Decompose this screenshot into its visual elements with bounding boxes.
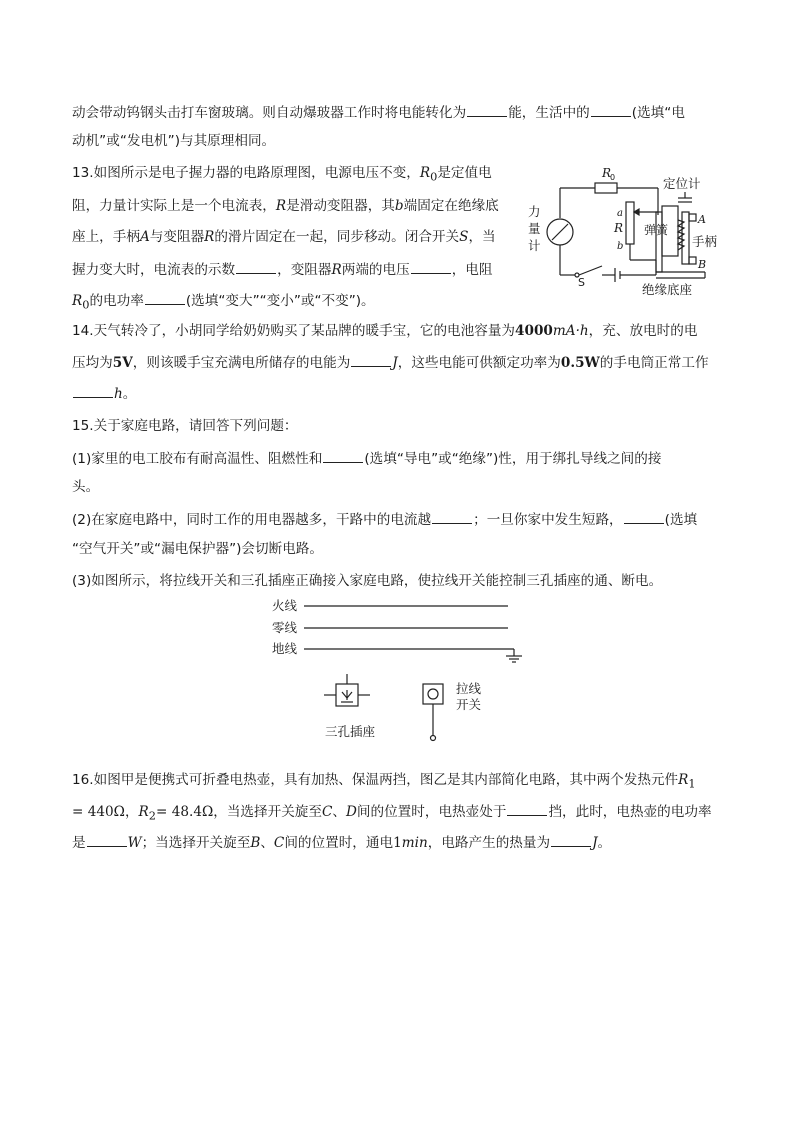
var-b: B	[250, 835, 261, 851]
q14-text: ，则该暖手宝充满电所储存的电能为	[132, 355, 351, 371]
q13-text: 两端的电压	[341, 262, 410, 278]
q15-p1-line-2	[72, 477, 99, 497]
answer-blank[interactable]	[467, 102, 507, 117]
var-r: R	[331, 262, 342, 278]
q15-text: ；一旦你家中发生短路，	[473, 512, 623, 528]
label-handle: 手柄	[692, 234, 718, 249]
q16-text: 、	[332, 804, 346, 820]
q16-line-3	[72, 832, 611, 853]
q14-text: 的手电筒正常工作	[599, 355, 709, 371]
answer-blank[interactable]	[351, 352, 391, 367]
q13-line-2	[72, 196, 499, 216]
q13-line-1	[72, 163, 492, 187]
q12-line-1	[72, 102, 685, 123]
answer-blank[interactable]	[73, 383, 113, 398]
label-a-small: a	[617, 208, 623, 219]
answer-blank[interactable]	[323, 448, 363, 463]
q14-line-1	[72, 321, 697, 341]
q12-text: (选填“电	[631, 105, 685, 121]
q13-line-5	[72, 290, 375, 315]
grip-circuit-diagram	[520, 160, 730, 300]
pull-switch-symbol	[423, 684, 443, 704]
label-b: B	[698, 258, 707, 271]
slide-rheostat	[626, 202, 634, 244]
voltage-value: 5V	[112, 355, 133, 371]
r0-resistor	[595, 183, 617, 193]
q16-text: ，	[124, 804, 139, 820]
q16-text: 间的位置时，电热壶处于	[356, 804, 507, 820]
time-unit: min	[401, 835, 428, 851]
answer-blank[interactable]	[507, 801, 547, 816]
label-a: A	[698, 213, 706, 226]
var-c: C	[273, 835, 285, 851]
time-value: 1	[393, 835, 402, 851]
r2-value: = 48.4Ω	[156, 804, 214, 820]
label-r0-sub: 0	[610, 173, 616, 182]
q12-text: 动会带动钨钢头击打车窗玻璃。则自动爆玻器工作时将电能转化为	[72, 105, 467, 121]
answer-blank[interactable]	[551, 832, 591, 847]
label-switch-2: 开关	[456, 697, 482, 712]
var-a: A	[139, 229, 150, 245]
q12-line-2	[72, 131, 275, 151]
q14-text: ，这些电能可供额定功率为	[397, 355, 561, 371]
q13-text: (选填“变大”“变小”或“不变”)。	[185, 293, 375, 309]
q14-text: 。	[122, 386, 137, 402]
var-r: R	[204, 229, 215, 245]
q15-text: 15.关于家庭电路，请回答下列问题：	[72, 418, 298, 434]
q16-text: 挡，此时，电热壶的电功率	[548, 804, 712, 820]
capacity-value: 4000	[515, 323, 553, 339]
label-neutral: 零线	[272, 620, 298, 635]
q12-text: 能，生活中的	[508, 105, 590, 121]
q12-text: 动机”或“发电机”)与其原理相同。	[72, 133, 276, 149]
var-r2: R	[138, 804, 149, 820]
q13-text: 的电功率	[89, 293, 144, 309]
capacity-unit: mA·h	[552, 323, 589, 339]
q16-text: ，电路产生的热量为	[427, 835, 551, 851]
q15-p1-line-1	[72, 448, 661, 469]
answer-blank[interactable]	[624, 509, 664, 524]
q16-text: 是	[72, 835, 86, 851]
label-meter-1: 力	[528, 204, 541, 219]
var-c: C	[322, 804, 333, 820]
var-s: S	[459, 229, 469, 245]
q16-text: 、	[260, 835, 274, 851]
label-socket: 三孔插座	[325, 724, 376, 739]
var-r2-sub: 2	[148, 808, 156, 823]
q13-text: 座上，手柄	[72, 229, 140, 245]
q13-text: 握力变大时，电流表的示数	[72, 262, 236, 278]
q16-text: ；当选择开关旋至	[141, 835, 251, 851]
q14-text: ，充、放电时的电	[588, 323, 698, 339]
q16-line-2	[72, 801, 712, 826]
label-locator: 定位计	[663, 176, 701, 191]
unit-j: J	[392, 355, 398, 371]
answer-blank[interactable]	[87, 832, 127, 847]
var-r0-sub: 0	[430, 169, 438, 184]
q13-line-4	[72, 259, 493, 280]
q15-text: 头。	[72, 479, 100, 495]
answer-blank[interactable]	[411, 259, 451, 274]
var-r0: R	[72, 293, 83, 309]
q14-line-2	[72, 352, 709, 373]
q14-line-3	[72, 383, 136, 404]
answer-blank[interactable]	[236, 259, 276, 274]
answer-blank[interactable]	[591, 102, 631, 117]
label-spring: 弹簧	[644, 223, 669, 237]
q15-text: (1)家里的电工胶布有耐高温性、阻燃性和	[72, 451, 323, 467]
q13-text: 与变阻器	[149, 229, 205, 245]
q15-title	[72, 416, 298, 436]
r1-value: = 440Ω	[72, 804, 125, 820]
var-d: D	[346, 804, 357, 820]
q15-text: (选填“导电”或“绝缘”)性，用于绑扎导线之间的接	[364, 451, 662, 467]
q15-text: (选填	[664, 512, 698, 528]
power-value: 0.5W	[560, 355, 600, 371]
q13-line-3	[72, 227, 496, 247]
var-r1-sub: 1	[688, 776, 696, 791]
q13-text: 是定值电	[437, 165, 492, 181]
q13-text: 阻，力量计实际上是一个电流表，	[72, 198, 276, 214]
label-switch-1: 拉线	[456, 681, 482, 696]
unit-w: W	[127, 835, 142, 851]
answer-blank[interactable]	[145, 290, 185, 305]
unit-h: h	[114, 386, 123, 402]
answer-blank[interactable]	[432, 509, 472, 524]
q15-text: “空气开关”或“漏电保护器”)会切断电路。	[72, 541, 323, 557]
label-meter-2: 量	[528, 221, 541, 236]
q15-p2-line-1	[72, 509, 697, 530]
label-live: 火线	[272, 598, 298, 613]
q14-text: 压均为	[72, 355, 113, 371]
q15-text: (3)如图所示，将拉线开关和三孔插座正确接入家庭电路，使拉线开关能控制三孔插座的通、断电。	[72, 573, 663, 589]
q14-text: 14.天气转冷了，小胡同学给奶奶购买了某品牌的暖手宝，它的电池容量为	[72, 323, 516, 339]
q16-text: 间的位置时，通电	[284, 835, 394, 851]
q15-p3	[72, 571, 662, 591]
q16-text: 。	[597, 835, 612, 851]
var-r0-sub: 0	[82, 297, 90, 312]
q13-text: ，变阻器	[277, 262, 332, 278]
q16-text: ，当选择开关旋至	[213, 804, 322, 820]
q13-text: 的滑片固定在一起，同步移动。闭合开关	[214, 229, 460, 245]
q13-text: ，电阻	[451, 262, 493, 278]
var-b: b	[394, 198, 404, 214]
label-ground: 地线	[272, 641, 298, 656]
label-r: R	[614, 221, 624, 235]
q13-text: 端固定在绝缘底	[403, 198, 499, 214]
q16-line-1	[72, 770, 696, 794]
label-r0: R	[602, 166, 612, 180]
label-b-small: b	[617, 241, 624, 252]
var-r: R	[275, 198, 287, 214]
q16-text: 16.如图甲是便携式可折叠电热壶，具有加热、保温两挡，图乙是其内部简化电路，其中两个发热元件	[72, 772, 679, 788]
home-wiring-diagram	[270, 596, 530, 746]
q13-text: ，当	[468, 229, 496, 245]
var-r0: R	[419, 165, 431, 181]
label-meter-3: 计	[528, 238, 541, 253]
unit-j: J	[592, 835, 598, 851]
label-base: 绝缘底座	[642, 282, 693, 297]
q15-p2-line-2	[72, 539, 323, 559]
var-r1: R	[678, 772, 689, 788]
q15-text: (2)在家庭电路中，同时工作的用电器越多，干路中的电流越	[72, 512, 432, 528]
q13-text: 13.如图所示是电子握力器的电路原理图，电源电压不变，	[72, 165, 420, 181]
label-switch-s: S	[578, 276, 585, 289]
q13-text: 是滑动变阻器，其	[286, 198, 395, 214]
